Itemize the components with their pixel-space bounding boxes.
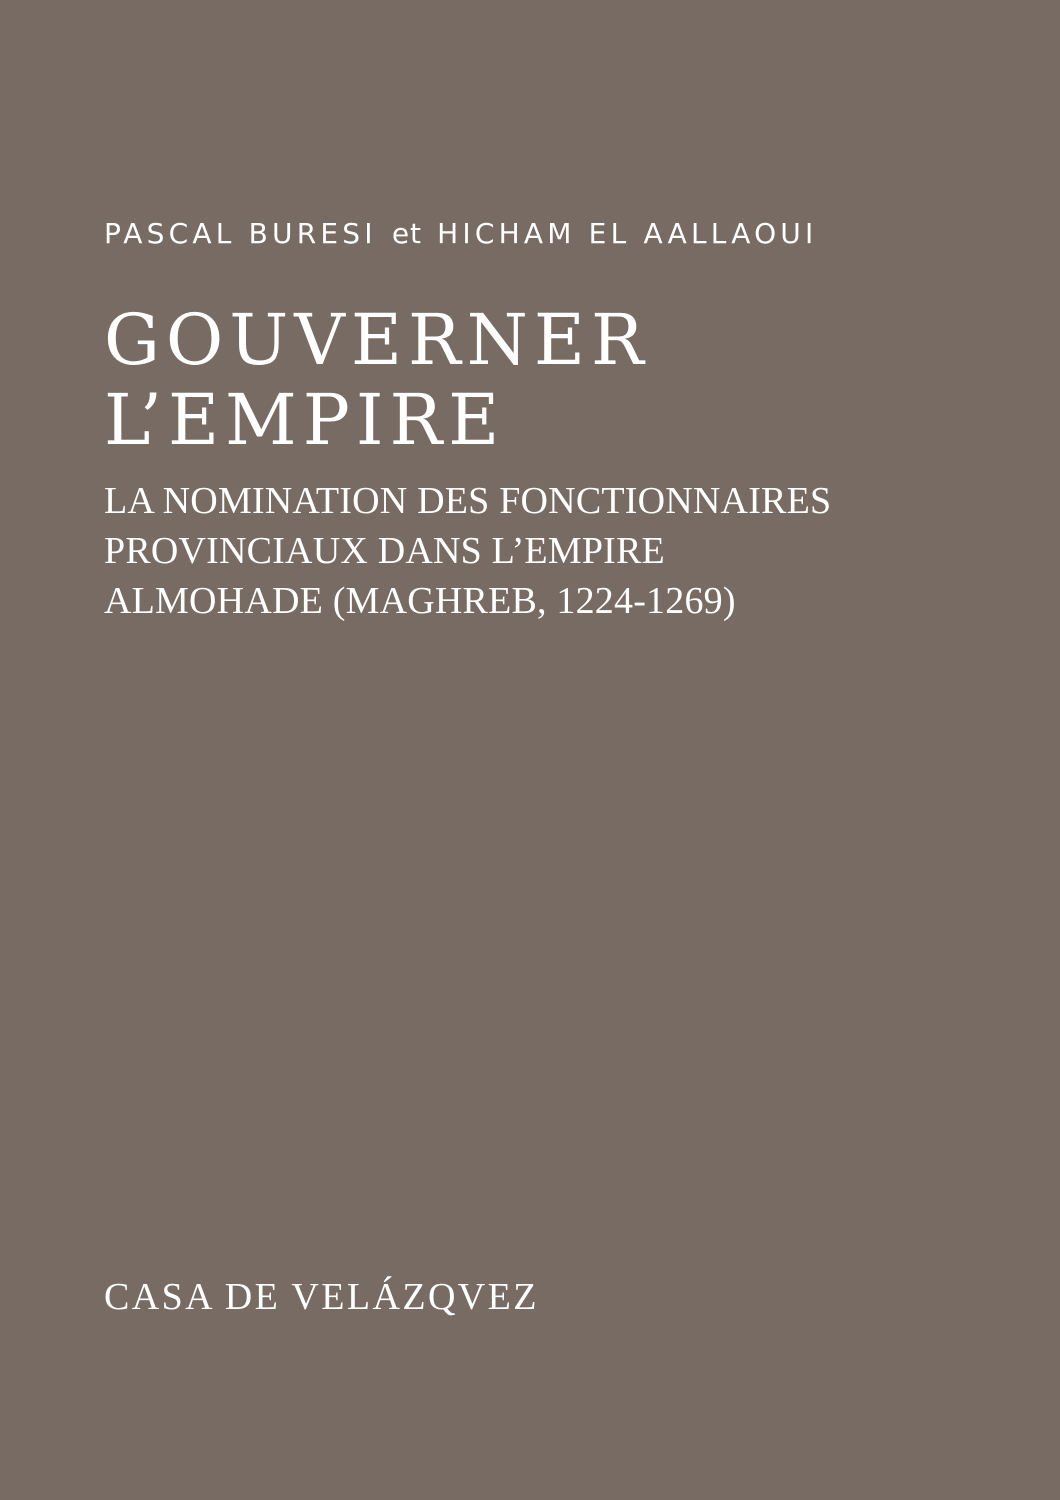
title-line-1: GOUVERNER xyxy=(104,299,650,381)
authors-conjunction: et xyxy=(391,217,423,250)
subtitle-line-3: ALMOHADE (MAGHREB, 1224-1269) xyxy=(104,580,736,622)
subtitle-line-1: LA NOMINATION DES FONCTIONNAIRES xyxy=(104,480,832,522)
title-line-2: L’EMPIRE xyxy=(104,379,506,461)
author-1: PASCAL BURESI xyxy=(104,217,377,250)
publisher-name: CASA DE VELÁZQVEZ xyxy=(104,1276,539,1318)
book-subtitle xyxy=(104,476,831,626)
book-title xyxy=(104,300,650,460)
authors-line xyxy=(104,212,817,256)
author-2: HICHAM EL AALLAOUI xyxy=(437,217,818,250)
subtitle-line-2: PROVINCIAUX DANS L’EMPIRE xyxy=(104,530,665,572)
